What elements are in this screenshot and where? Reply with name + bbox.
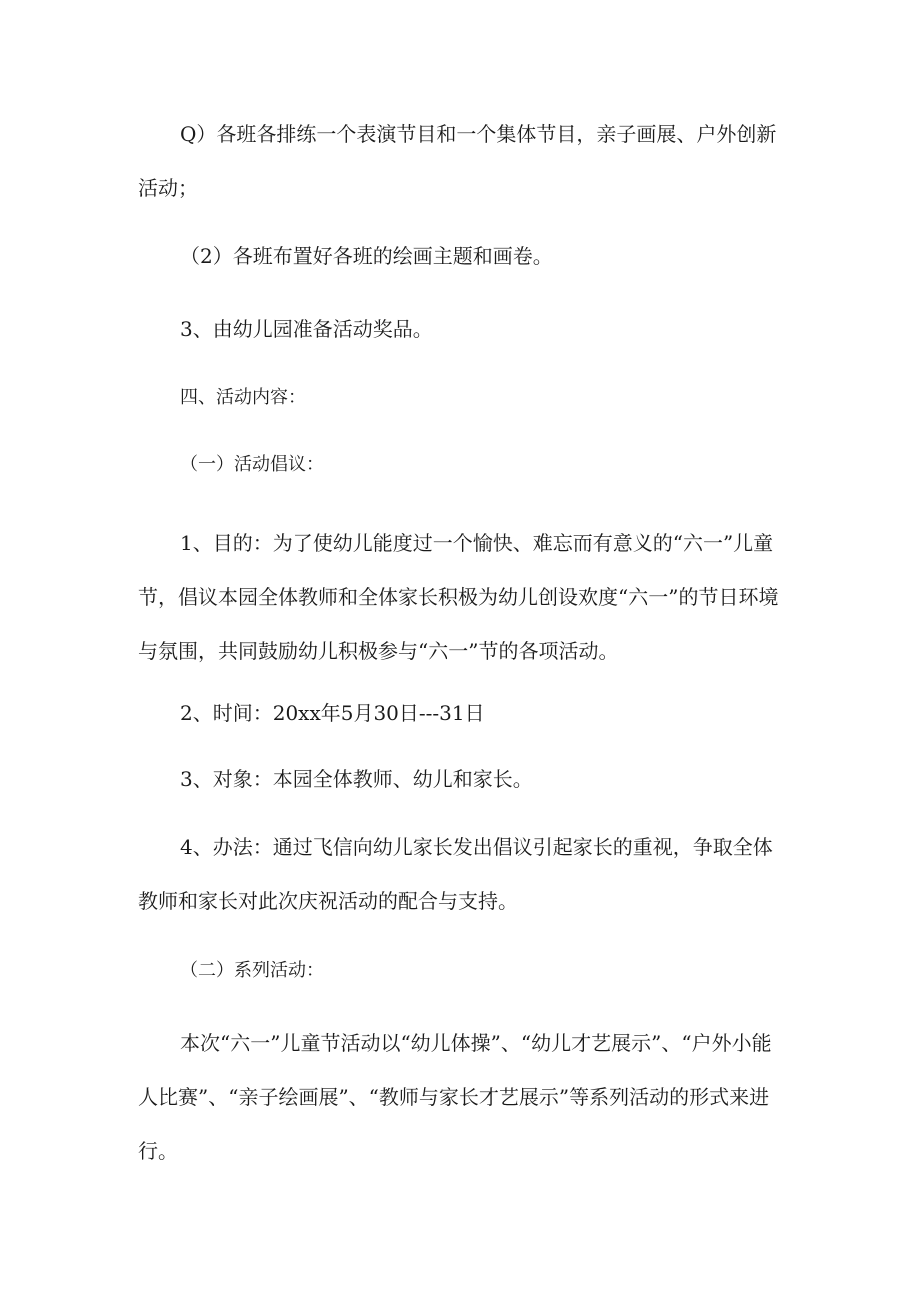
subsection-heading-text: （一）活动倡议： [180, 454, 324, 475]
paragraph-rehearsal [138, 107, 788, 215]
paragraph-text: （2）各班布置好各班的绘画主题和画卷。 [180, 244, 553, 268]
paragraph-prizes [138, 302, 788, 356]
paragraph-text: Q）各班各排练一个表演节目和一个集体节目，亲子画展、户外创新活动； [138, 122, 777, 200]
paragraph-purpose [138, 516, 788, 678]
paragraph-text: 4、办法：通过飞信向幼儿家长发出倡议引起家长的重视，争取全体教师和家长对此次庆祝活动的配合与支持。 [138, 835, 773, 913]
paragraph-audience [138, 752, 788, 806]
subsection-heading-series [138, 944, 788, 998]
paragraph-time [138, 686, 788, 740]
paragraph-text: 本次“六一”儿童节活动以“幼儿体操”、“幼儿才艺展示”、“户外小能人比赛”、“亲子绘画展”、“教师与家长才艺展示”等系列活动的形式来进行。 [138, 1031, 772, 1163]
section-heading-activity-content [138, 371, 788, 425]
paragraph-text: 2、时间：20xx年5月30日---31日 [180, 701, 485, 725]
paragraph-text: 1、目的：为了使幼儿能度过一个愉快、难忘而有意义的“六一”儿童节，倡议本园全体教师和全体家长积极为幼儿创设欢度“六一”的节日环境与氛围，共同鼓励幼儿积极参与“六一”节的各项活动。 [138, 531, 779, 663]
paragraph-text: 3、对象：本园全体教师、幼儿和家长。 [180, 767, 533, 791]
section-heading-text: 四、活动内容： [180, 387, 306, 408]
paragraph-class-decoration [138, 229, 788, 283]
paragraph-method [138, 820, 788, 928]
paragraph-text: 3、由幼儿园准备活动奖品。 [180, 317, 433, 341]
subsection-heading-text: （二）系列活动： [180, 960, 324, 981]
subsection-heading-proposal [138, 438, 788, 492]
paragraph-series-description [138, 1016, 788, 1178]
